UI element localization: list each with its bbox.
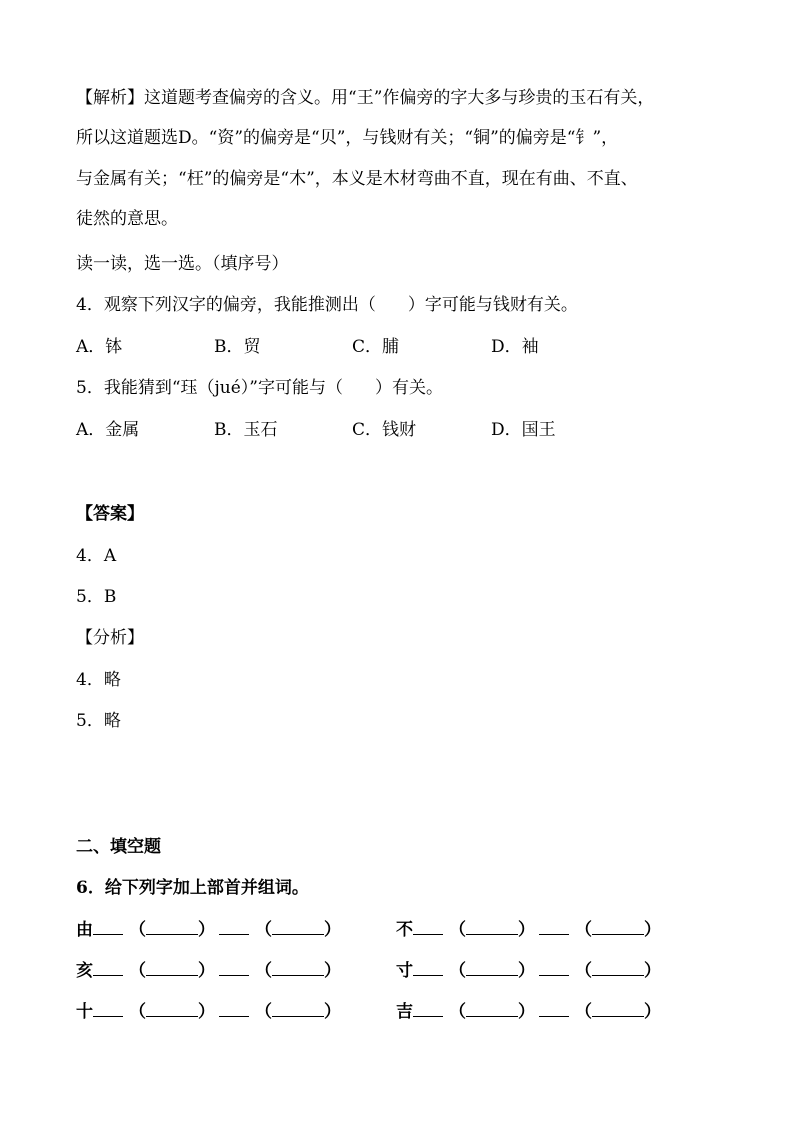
analysis2-item-4: 4．略 [76,670,121,690]
paren-close: ） [644,961,661,981]
base-character: 吉 [396,1002,413,1022]
analysis-label: 【解析】 [76,88,144,108]
q5-option-a: A．金属 [76,420,140,440]
word-blank-1[interactable] [146,1002,198,1017]
word-blank-1[interactable] [466,920,518,935]
analysis-line-2: 所以这道题选D。“资”的偏旁是“贝”，与钱财有关；“铜”的偏旁是“钅”， [76,128,619,148]
question-5-stem: 5．我能猜到“珏（jué）”字可能与（ ）有关。 [76,378,443,398]
word-blank-2[interactable] [272,961,324,976]
base-character: 由 [76,920,93,940]
paren-open: （ [449,961,466,981]
paren-close: ） [518,961,535,981]
analysis-line-4: 徒然的意思。 [76,209,178,229]
word-blank-2[interactable] [592,1002,644,1017]
question-4-stem: 4．观察下列汉字的偏旁，我能推测出（ ）字可能与钱财有关。 [76,295,578,315]
q4-option-c: C．脯 [352,337,400,357]
radical-blank-2[interactable] [219,920,249,935]
paren-open: （ [255,961,272,981]
answer-item-4: 4．A [76,546,117,566]
paren-close: ） [198,920,215,940]
radical-blank-1[interactable] [93,920,123,935]
base-character: 不 [396,920,413,940]
paren-open: （ [255,920,272,940]
fill-row-right-3 [396,1000,661,1024]
radical-blank-2[interactable] [539,1002,569,1017]
fill-row-left-1 [76,918,341,942]
paren-close: ） [324,961,341,981]
radical-blank-1[interactable] [413,920,443,935]
paren-close: ） [644,1002,661,1022]
word-blank-1[interactable] [146,920,198,935]
paren-open: （ [575,961,592,981]
paren-open: （ [129,1002,146,1022]
radical-blank-1[interactable] [413,961,443,976]
radical-blank-2[interactable] [219,961,249,976]
radical-blank-1[interactable] [93,1002,123,1017]
word-blank-2[interactable] [592,961,644,976]
word-blank-1[interactable] [466,1002,518,1017]
fill-row-left-3 [76,1000,341,1024]
fill-row-right-2 [396,959,661,983]
paren-open: （ [129,961,146,981]
radical-blank-2[interactable] [539,961,569,976]
base-character: 寸 [396,961,413,981]
radical-blank-1[interactable] [93,961,123,976]
word-blank-2[interactable] [272,1002,324,1017]
q4-option-d: D．袖 [491,337,539,357]
paren-open: （ [449,1002,466,1022]
paren-close: ） [198,961,215,981]
paren-open: （ [255,1002,272,1022]
instruction-text: 读一读，选一选。（填序号） [76,254,289,274]
paren-open: （ [575,920,592,940]
radical-blank-2[interactable] [539,920,569,935]
answer-label: 【答案】 [76,504,144,524]
word-blank-2[interactable] [272,920,324,935]
fill-row-right-1 [396,918,661,942]
paren-close: ） [324,920,341,940]
q5-option-d: D．国王 [491,420,556,440]
q5-option-c: C．钱财 [352,420,417,440]
section-2-title: 二、填空题 [76,837,161,857]
answer-item-5: 5．B [76,587,117,607]
word-blank-1[interactable] [466,961,518,976]
paren-open: （ [575,1002,592,1022]
analysis-line-3: 与金属有关；“枉”的偏旁是“木”，本义是木材弯曲不直，现在有曲、不直、 [76,169,638,189]
paren-close: ） [518,920,535,940]
paren-close: ） [644,920,661,940]
paren-close: ） [518,1002,535,1022]
paren-open: （ [449,920,466,940]
q4-option-a: A．钵 [76,337,123,357]
word-blank-2[interactable] [592,920,644,935]
base-character: 亥 [76,961,93,981]
base-character: 十 [76,1002,93,1022]
analysis2-item-5: 5．略 [76,711,121,731]
analysis-line-1: 【解析】这道题考查偏旁的含义。用“王”作偏旁的字大多与珍贵的玉石有关， [76,88,655,108]
q5-option-b: B．玉石 [214,420,278,440]
paren-close: ） [198,1002,215,1022]
paren-close: ） [324,1002,341,1022]
question-6-stem: 6．给下列字加上部首并组词。 [76,878,309,898]
paren-open: （ [129,920,146,940]
q4-option-b: B．贸 [214,337,261,357]
fill-row-left-2 [76,959,341,983]
analysis2-label: 【分析】 [76,628,144,648]
radical-blank-2[interactable] [219,1002,249,1017]
word-blank-1[interactable] [146,961,198,976]
radical-blank-1[interactable] [413,1002,443,1017]
